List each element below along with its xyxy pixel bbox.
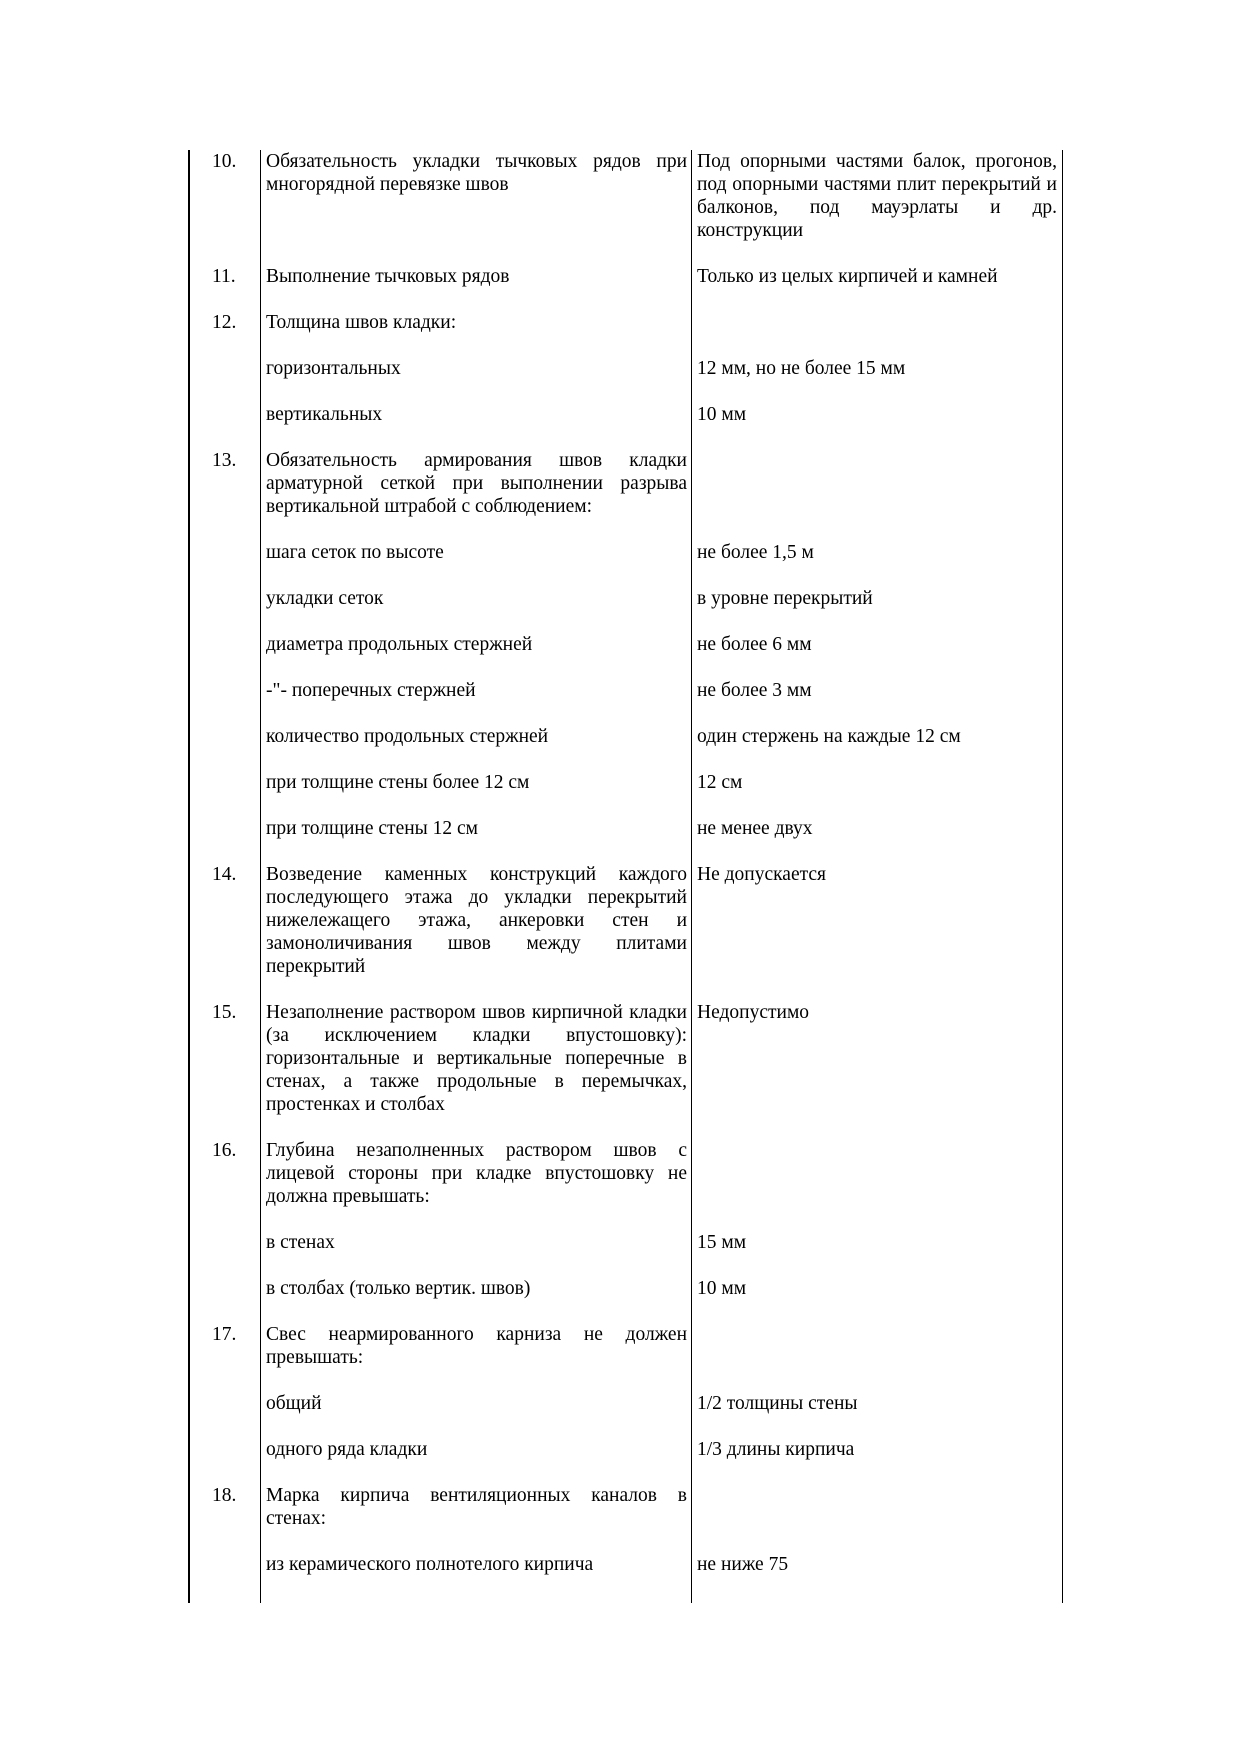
requirement-value: не более 6 мм xyxy=(697,634,812,655)
requirement-text: при толщине стены более 12 см xyxy=(266,772,530,793)
table-row xyxy=(0,311,1240,357)
requirement-value: 1/2 толщины стены xyxy=(697,1393,858,1414)
item-number: 10. xyxy=(212,151,237,172)
requirement-value: 12 мм, но не более 15 мм xyxy=(697,358,906,379)
item-number: 12. xyxy=(212,312,237,333)
requirement-text: вертикальных xyxy=(266,404,383,425)
table-row xyxy=(0,863,1240,1001)
requirement-value: 10 мм xyxy=(697,1278,747,1299)
requirement-text: Возведение каменных конструкций каждого последующего этажа до укладки перекрытий нижележащего этажа, анкеровки стен и замоноличивания швов между плитами перекрытий xyxy=(266,864,687,977)
item-number: 18. xyxy=(212,1485,237,1506)
table-row xyxy=(0,150,1240,265)
requirement-text: диаметра продольных стержней xyxy=(266,634,533,655)
requirement-text: -"- поперечных стержней xyxy=(266,680,476,701)
requirement-text: из керамического полнотелого кирпича xyxy=(266,1554,594,1575)
requirement-text: Глубина незаполненных раствором швов с лицевой стороны при кладке впустошовку не должна превышать: xyxy=(266,1140,687,1207)
item-number: 15. xyxy=(212,1002,237,1023)
table-row xyxy=(0,1323,1240,1392)
requirement-value: Под опорными частями балок, прогонов, под опорными частями плит перекрытий и балконов, под мауэрлаты и др. конструкции xyxy=(697,151,1057,241)
requirements-table xyxy=(0,150,1240,1599)
requirement-value: 10 мм xyxy=(697,404,747,425)
table-row xyxy=(0,541,1240,587)
table-row xyxy=(0,1139,1240,1231)
requirement-text: Обязательность армирования швов кладки арматурной сеткой при выполнении разрыва вертикальной штрабой с соблюдением: xyxy=(266,450,687,517)
table-row xyxy=(0,265,1240,311)
requirement-text: Толщина швов кладки: xyxy=(266,312,457,333)
requirement-text: шага сеток по высоте xyxy=(266,542,444,563)
item-number: 16. xyxy=(212,1140,237,1161)
requirement-text: Марка кирпича вентиляционных каналов в стенах: xyxy=(266,1485,687,1529)
item-number: 17. xyxy=(212,1324,237,1345)
requirement-text: укладки сеток xyxy=(266,588,384,609)
requirement-value: не более 3 мм xyxy=(697,680,812,701)
requirement-text: Незаполнение раствором швов кирпичной кладки (за исключением кладки впустошовку): горизонтальные и вертикальные поперечные в стенах, а также продольные в перемычках, простенках и столбах xyxy=(266,1002,687,1115)
table-row xyxy=(0,1277,1240,1323)
requirement-text: общий xyxy=(266,1393,322,1414)
requirement-text: Свес неармированного карниза не должен превышать: xyxy=(266,1324,687,1368)
table-row xyxy=(0,817,1240,863)
requirement-value: не ниже 75 xyxy=(697,1554,789,1575)
requirement-text: при толщине стены 12 см xyxy=(266,818,479,839)
requirement-text: в столбах (только вертик. швов) xyxy=(266,1278,531,1299)
table-row xyxy=(0,725,1240,771)
table-row xyxy=(0,403,1240,449)
item-number: 13. xyxy=(212,450,237,471)
requirement-text: одного ряда кладки xyxy=(266,1439,428,1460)
requirement-value: один стержень на каждые 12 см xyxy=(697,726,961,747)
requirement-value: 15 мм xyxy=(697,1232,747,1253)
table-row xyxy=(0,1484,1240,1553)
table-row xyxy=(0,449,1240,541)
requirement-text: Выполнение тычковых рядов xyxy=(266,266,510,287)
requirement-text: в стенах xyxy=(266,1232,335,1253)
requirement-value: не менее двух xyxy=(697,818,813,839)
requirement-value: в уровне перекрытий xyxy=(697,588,873,609)
item-number: 11. xyxy=(212,266,236,287)
requirement-value: не более 1,5 м xyxy=(697,542,814,563)
table-row xyxy=(0,771,1240,817)
item-number: 14. xyxy=(212,864,237,885)
table-row xyxy=(0,1231,1240,1277)
requirement-value: Только из целых кирпичей и камней xyxy=(697,266,998,287)
requirement-value: Недопустимо xyxy=(697,1002,810,1023)
table-row xyxy=(0,587,1240,633)
requirement-value: 1/3 длины кирпича xyxy=(697,1439,855,1460)
table-row xyxy=(0,1438,1240,1484)
requirement-value: Не допускается xyxy=(697,864,826,885)
requirement-text: горизонтальных xyxy=(266,358,401,379)
table-row xyxy=(0,1392,1240,1438)
requirement-text: Обязательность укладки тычковых рядов при многорядной перевязке швов xyxy=(266,151,687,195)
table-row xyxy=(0,1001,1240,1139)
requirement-text: количество продольных стержней xyxy=(266,726,549,747)
table-row xyxy=(0,633,1240,679)
table-row xyxy=(0,1553,1240,1599)
table-row xyxy=(0,357,1240,403)
table-row xyxy=(0,679,1240,725)
requirement-value: 12 см xyxy=(697,772,743,793)
